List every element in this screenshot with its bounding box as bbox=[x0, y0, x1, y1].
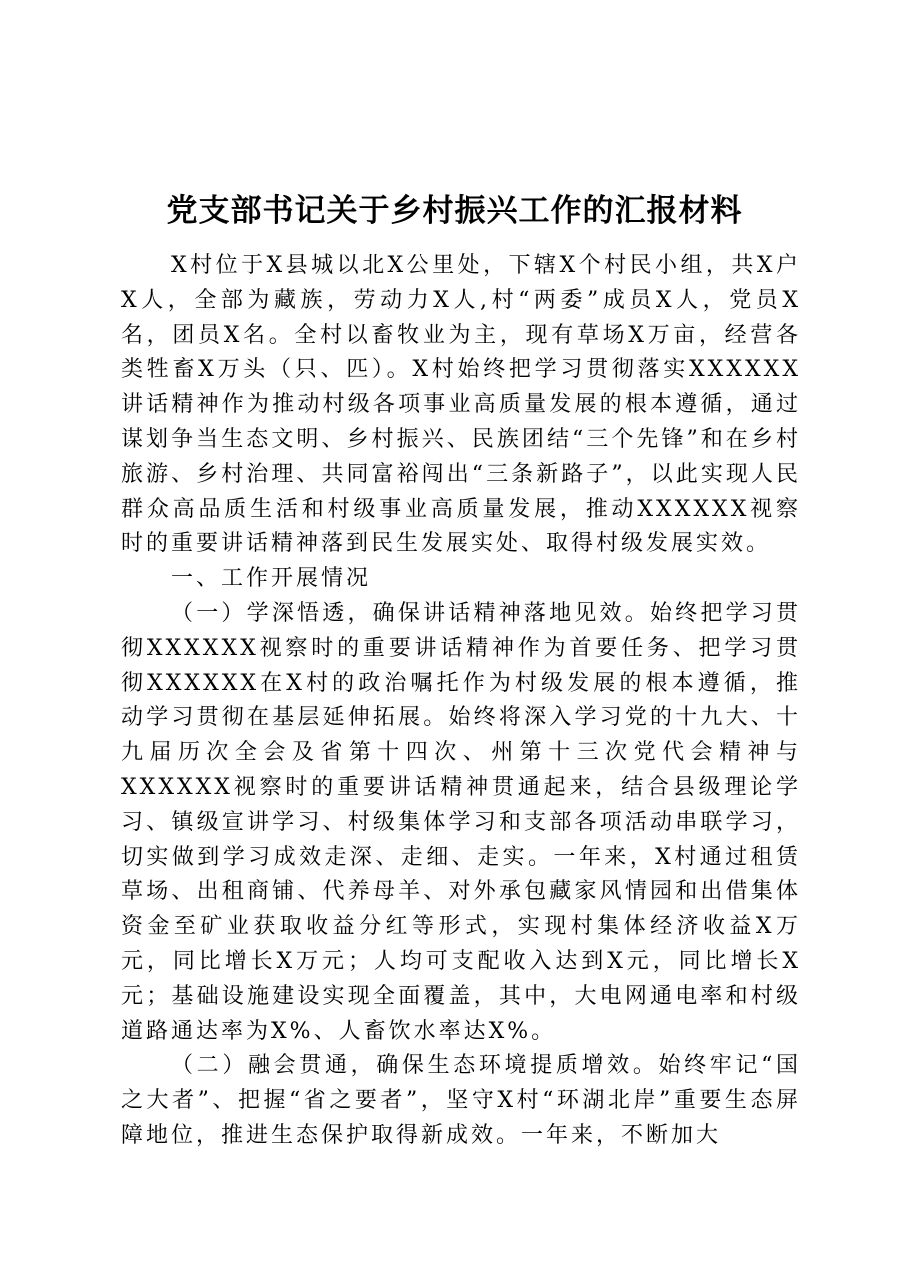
paragraph-study: （一）学深悟透，确保讲话精神落地见效。始终把学习贯彻XXXXXX视察时的重要讲话精神作为首要任务、把学习贯彻XXXXXX在X村的政治嘱托作为村级发展的根本遵循，推动学习贯彻在基层延伸拓展。始终将深入学习党的十九大、十九届历次全会及省第十四次、州第十三次党代会精神与XXXXXX视察时的重要讲话精神贯通起来，结合县级理论学习、镇级宣讲学习、村级集体学习和支部各项活动串联学习，切实做到学习成效走深、走细、走实。一年来，X村通过租赁草场、出租商铺、代养母羊、对外承包藏家风情园和出借集体资金至矿业获取收益分红等形式，实现村集体经济收益X万元，同比增长X万元；人均可支配收入达到X元，同比增长X元；基础设施建设实现全面覆盖，其中，大电网通电率和村级道路通达率为X%、人畜饮水率达X%。 bbox=[121, 600, 801, 1044]
document-title: 党支部书记关于乡村振兴工作的汇报材料 bbox=[166, 193, 743, 229]
section-heading-work-progress: 一、工作开展情况 bbox=[171, 566, 372, 592]
document-body bbox=[121, 249, 801, 1154]
paragraph-ecology: （二）融会贯通，确保生态环境提质增效。始终牢记“国之大者”、把握“省之要者”，坚守X村“环湖北岸”重要生态屏障地位，推进生态保护取得新成效。一年来，不断加大 bbox=[121, 1053, 801, 1148]
intro-paragraph: X村位于X县城以北X公里处，下辖X个村民小组，共X户X人，全部为藏族，劳动力X人,村“两委”成员X人，党员X名，团员X名。全村以畜牧业为主，现有草场X万亩，经营各类牲畜X万头（只、匹）。X村始终把学习贯彻落实XXXXXX讲话精神作为推动村级各项事业高质量发展的根本遵循，通过谋划争当生态文明、乡村振兴、民族团结“三个先锋”和在乡村旅游、乡村治理、共同富裕闯出“三条新路子”，以此实现人民群众高品质生活和村级事业高质量发展，推动XXXXXX视察时的重要讲话精神落到民生发展实处、取得村级发展实效。 bbox=[121, 253, 801, 557]
